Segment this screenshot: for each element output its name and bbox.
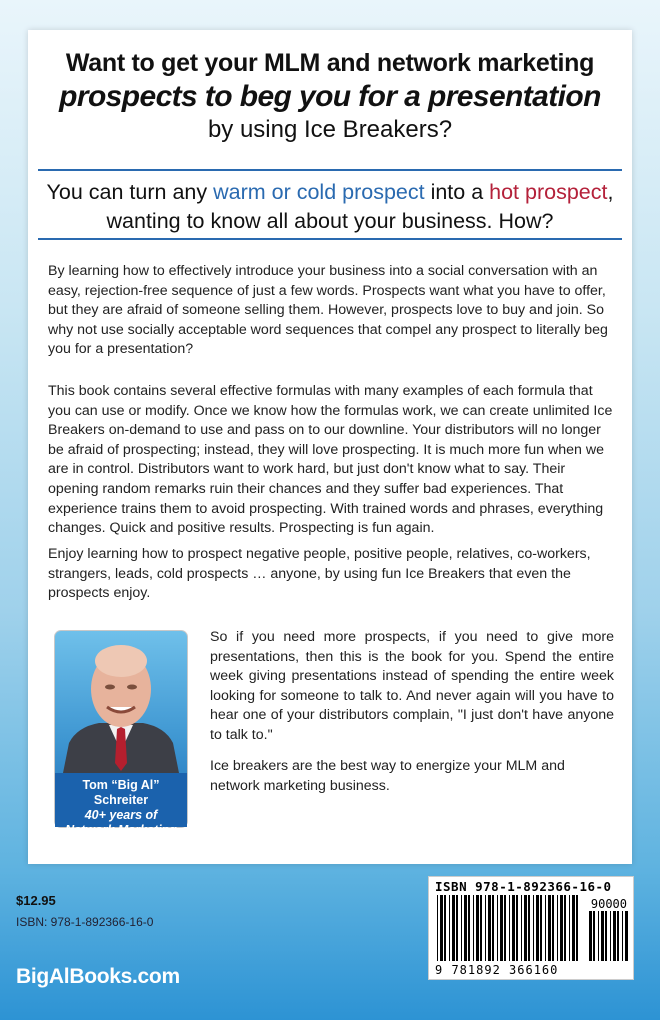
author-caption <box>55 773 187 837</box>
website-link[interactable]: BigAlBooks.com <box>16 965 180 988</box>
body-paragraph-3: Enjoy learning how to prospect negative people, positive people, relatives, co-workers, strangers, leads, cold prospects … anyone, by using fun Ice Breakers that even the prospects enjoy. <box>48 546 591 602</box>
subheadline-text: You can turn any <box>46 180 214 204</box>
warm-prospect-text: warm or cold prospect <box>213 180 425 204</box>
headline <box>28 48 632 144</box>
barcode-addon-bars-icon <box>589 911 629 961</box>
subheadline-text: into a <box>424 180 490 204</box>
subheadline-text: , <box>607 180 614 204</box>
headline-line-2: prospects to beg you for a presentation <box>59 79 601 113</box>
hot-prospect-text: hot prospect <box>489 180 608 204</box>
isbn-barcode <box>428 876 634 980</box>
author-years-line-1: 40+ years of <box>84 808 158 822</box>
back-cover-panel <box>28 30 632 864</box>
divider-bottom <box>38 238 622 240</box>
author-portrait-icon <box>55 631 187 773</box>
headline-line-1: Want to get your MLM and network marketing <box>65 49 595 77</box>
author-photo <box>54 630 188 837</box>
side-paragraph-2: Ice breakers are the best way to energize your MLM and network marketing business. <box>210 758 565 794</box>
divider-top <box>38 169 622 171</box>
side-paragraph-1: So if you need more prospects, if you need to give more presentations, then this is the book for you. Spend the entire week giving presentations instead of spending the entire week looking for someone to talk to. And never again will you have to hear one of your distributors complain, "I just don't have anyone to talk to." <box>210 629 614 743</box>
barcode-bars-icon <box>437 895 583 961</box>
headline-line-3: by using Ice Breakers? <box>207 116 453 144</box>
body-paragraph-1: By learning how to effectively introduce your business into a social conversation with an easy, rejection-free sequence of just a few words. Prospects want what you have to offer, but they are afraid of someone selling them. However, prospects love to buy and join. So why not use socially acceptable word sequences that compel any prospect to literally beg you for a presentation? <box>48 263 608 358</box>
isbn-text: ISBN: 978-1-892366-16-0 <box>16 915 154 929</box>
subheadline <box>28 178 632 235</box>
subheadline-line-2: wanting to know all about your business. How? <box>106 208 554 233</box>
barcode-number: 9 781892 366160 <box>435 963 559 977</box>
barcode-isbn: ISBN 978-1-892366-16-0 <box>435 879 612 894</box>
barcode-price-code: 90000 <box>590 897 627 911</box>
author-name: Tom “Big Al” Schreiter <box>82 778 160 807</box>
price: $12.95 <box>16 893 56 908</box>
body-paragraph-2: This book contains several effective formulas with many examples of each formula that you can use or modify. Once we know how the formulas work, we can create unlimited Ice Breakers on-demand to use and pass on to our downline. Your distributors will no longer be afraid of prospecting; instead, they will love prospecting. It is much more fun when we are in control. Distributors want to work hard, but just don't know what to say. Their opening random remarks ruin their chances and they suffer bad experiences. That experience trains them to avoid prospecting. With trained words and phrases, everything changes. Quick and positive results. Prospecting is fun again. <box>48 383 613 537</box>
author-years-line-2: Network Marketing <box>65 823 177 837</box>
